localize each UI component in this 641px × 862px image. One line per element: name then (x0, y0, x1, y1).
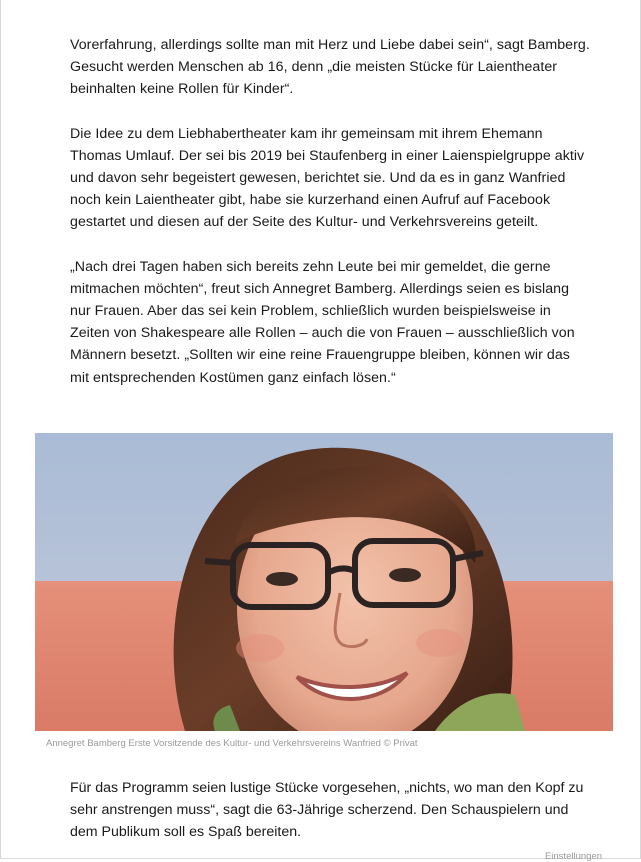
settings-link[interactable]: Einstellungen (544, 851, 602, 862)
photo-caption: Annegret Bamberg Erste Vorsitzende des Kultur- und Verkehrsvereins Wanfried © Privat (46, 738, 418, 749)
portrait-photo[interactable] (35, 433, 613, 731)
article-figure (35, 433, 613, 750)
article-paragraph-4: Für das Programm seien lustige Stücke vorgesehen, „nichts, wo man den Kopf zu sehr anstrengen muss“, sagt die 63-Jährige scherzend. Den Schauspielern und dem Publikum soll es Spaß bereiten. (70, 780, 584, 841)
article-paragraph-3: „Nach drei Tagen haben sich bereits zehn Leute bei mir gemeldet, die gerne mitmachen möchten“, freut sich Annegret Bamberg. Allerdings seien es bislang nur Frauen. Aber das sei kein Problem, schließlich wurden beispielsweise in Zeiten von Shakespeare alle Rollen – auch die von Frauen – ausschließlich von Männern besetzt. „Sollten wir eine reine Frauengruppe bleiben, können wir das mit entsprechenden Kostümen ganz einfach lösen.“ (70, 258, 575, 386)
article-body (70, 34, 590, 411)
article-paragraph-1: Vorerfahrung, allerdings sollte man mit Herz und Liebe dabei sein“, sagt Bamberg. Gesucht werden Menschen ab 16, denn „die meisten Stücke für Laientheater beinhalten keine Rollen für Kinder“. (70, 37, 590, 98)
article-paragraph-2: Die Idee zu dem Liebhabertheater kam ihr gemeinsam mit ihrem Ehemann Thomas Umlauf. Der sei bis 2019 bei Staufenberg in einer Laienspielgruppe aktiv und davon sehr begeistert gewesen, berichtet sie. Und da es in ganz Wanfried noch kein Laientheater gibt, habe sie kurzerhand einen Aufruf auf Facebook gestartet und diesen auf der Seite des Kultur- und Verkehrsvereins geteilt. (70, 125, 585, 231)
article-closing (70, 777, 590, 844)
